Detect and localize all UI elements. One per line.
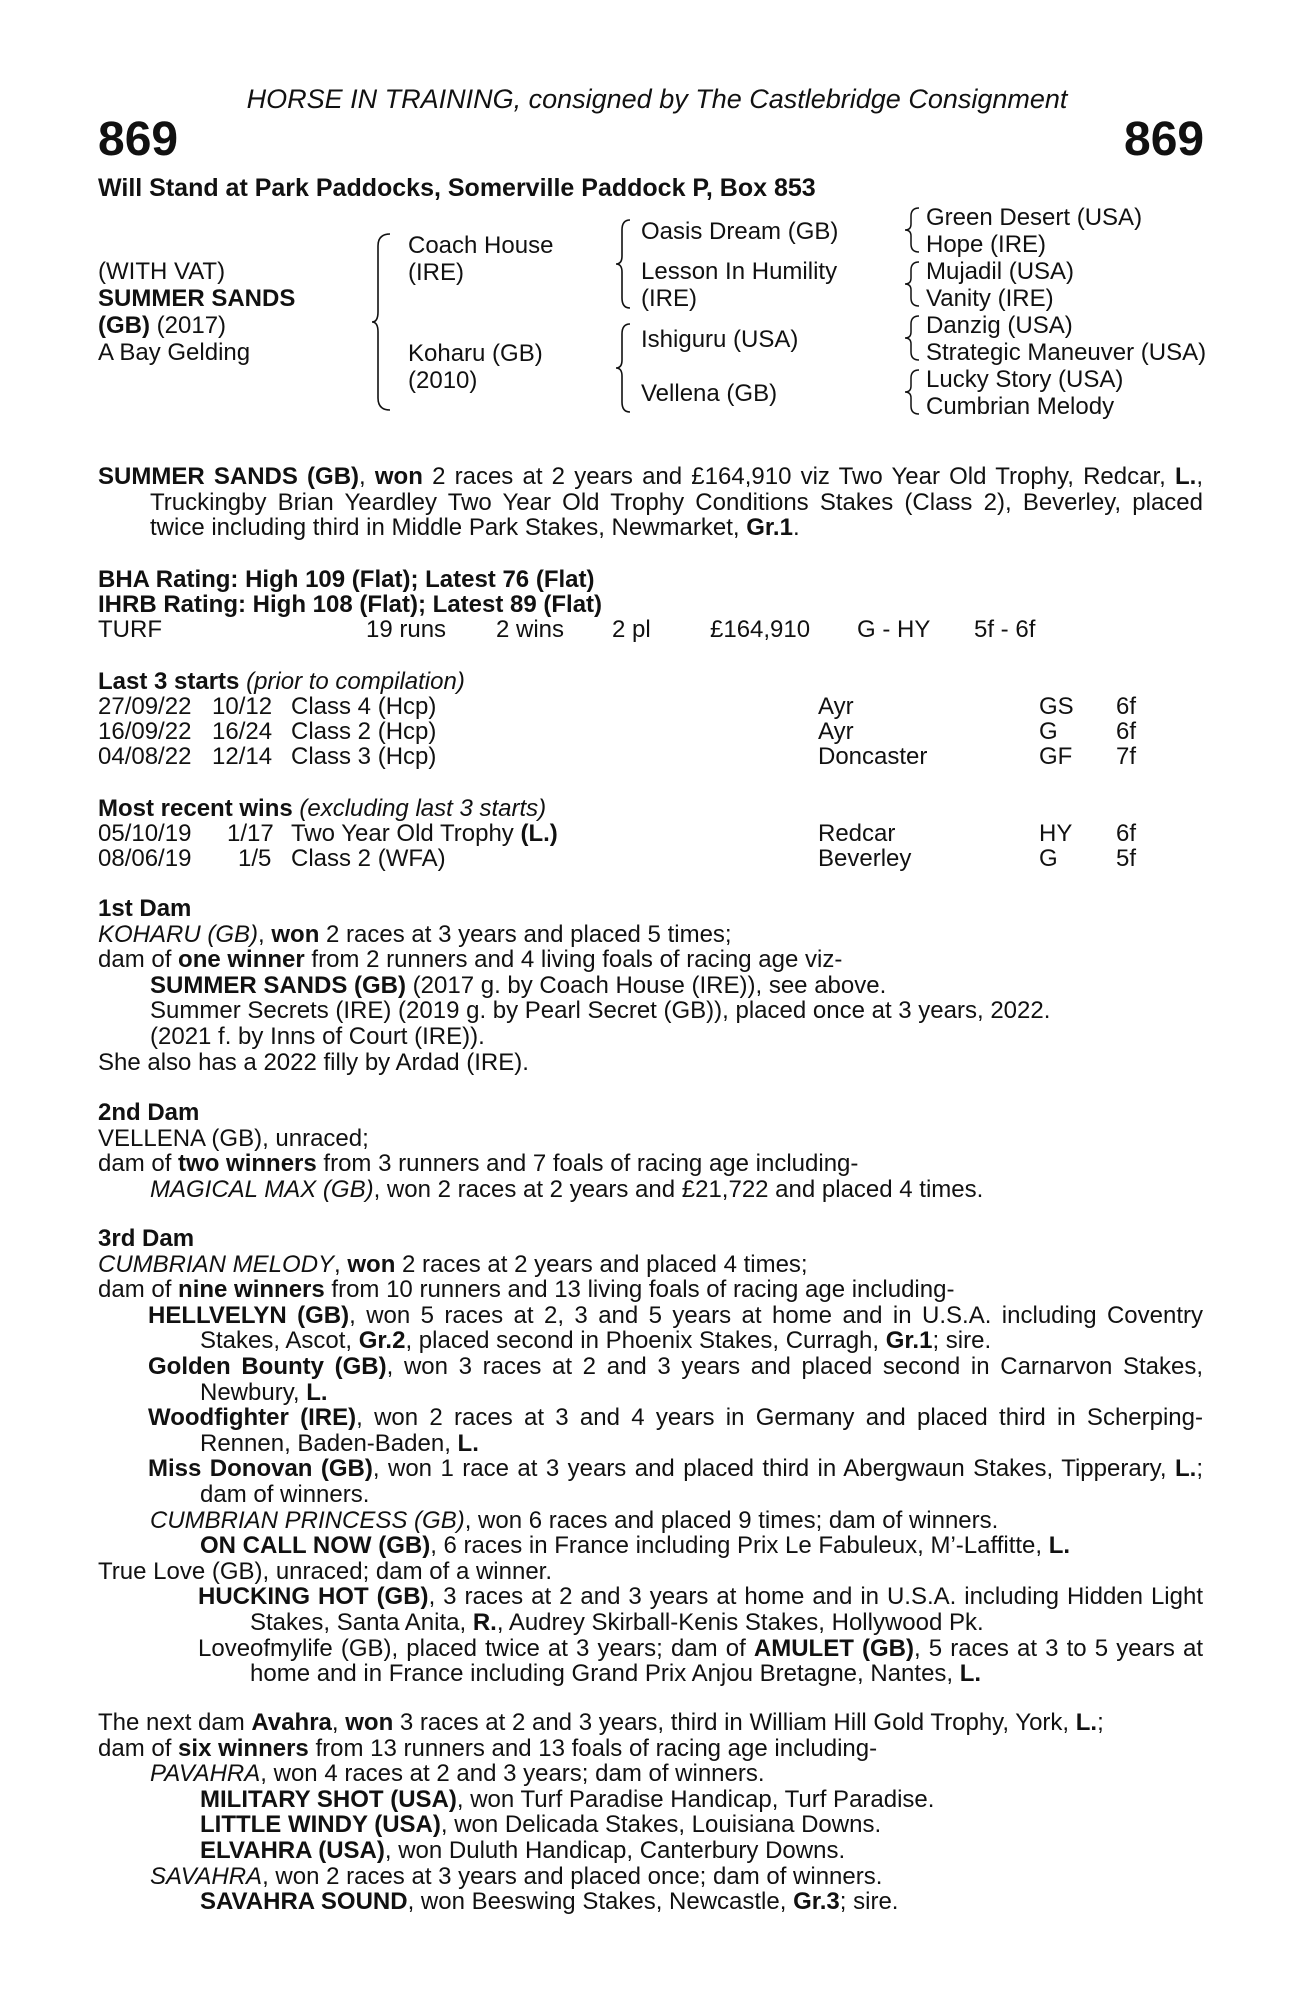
start-race: Class 4 (Hcp) (291, 693, 437, 720)
section-title: 1st Dam (98, 895, 192, 922)
bha-rating: BHA Rating: High 109 (Flat); Latest 76 (Flat) (98, 566, 595, 593)
start-course: Ayr (818, 693, 854, 720)
win-race: Two Year Old Trophy (L.) (291, 820, 558, 847)
first-dam-section: 1st Dam KOHARU (GB), won 2 races at 3 years and placed 5 times; dam of one winner from 2 runners and 4 living foals of racing age viz- SUMMER SANDS (GB) (2017 g. by Coach House (IRE)), see above. Summer Secrets (IRE) (2019 g. by Pearl Secret (GB)), placed once at 3 years, 2022. (2021 f. by Inns of Court (IRE)). She also has a 2022 filly by Ardad (IRE). (98, 896, 1203, 1075)
turf-going: G - HY (857, 616, 931, 643)
start-date: 27/09/22 (98, 693, 192, 720)
g3-ancestor: Hope (IRE) (926, 231, 1047, 258)
g3-ancestor: Cumbrian Melody (926, 393, 1115, 420)
subject-name: SUMMER SANDS (98, 285, 296, 312)
start-race: Class 2 (Hcp) (291, 718, 437, 745)
start-date: 16/09/22 (98, 718, 192, 745)
section-title: 2nd Dam (98, 1099, 200, 1126)
dam-sire: Ishiguru (USA) (641, 326, 799, 353)
turf-runs: 19 runs (366, 616, 447, 643)
start-course: Ayr (818, 718, 854, 745)
win-distance: 6f (1116, 820, 1137, 847)
sire-sire: Oasis Dream (GB) (641, 218, 839, 245)
recent-wins-title: Most recent wins (excluding last 3 starts) (98, 795, 547, 822)
subject-country: (GB) (98, 312, 150, 339)
pedigree-brace-main (372, 232, 392, 412)
next-dam-section: The next dam Avahra, won 3 races at 2 and 3 years, third in William Hill Gold Trophy, York, L.; dam of six winners from 13 runners and 13 foals of racing age including- PAVAHRA, won 4 races at 2 and 3 years; dam of winners. MILITARY SHOT (USA), won Turf Paradise Handicap, Turf Paradise. LITTLE WINDY (USA), won Delicada Stakes, Louisiana Downs. ELVAHRA (USA), won Duluth Handicap, Canterbury Downs. SAVAHRA, won 2 races at 3 years and placed once; dam of winners. SAVAHRA SOUND, won Beeswing Stakes, Newcastle, Gr.3; sire. (98, 1709, 1104, 1916)
lot-number-left: 869 (98, 113, 179, 166)
race-summary: SUMMER SANDS (GB), won 2 races at 2 years and £164,910 viz Two Year Old Trophy, Redcar, L., Truckingby Brian Yeardley Two Year Old Trophy Conditions Stakes (Class 2), Beverley, placed twice including third in Middle Park Stakes, Newmarket, Gr.1. (98, 463, 1203, 542)
start-going: GS (1039, 693, 1074, 720)
start-distance: 7f (1116, 743, 1137, 770)
win-going: HY (1039, 820, 1073, 847)
pedigree-brace-dam (616, 322, 632, 414)
g3-ancestor: Lucky Story (USA) (926, 366, 1124, 393)
brace-g3-3 (905, 314, 921, 362)
subject-year: (2017) (149, 312, 227, 339)
start-race: Class 3 (Hcp) (291, 743, 437, 770)
turf-label: TURF (98, 616, 162, 643)
start-date: 04/08/22 (98, 743, 192, 770)
third-dam-section: 3rd Dam CUMBRIAN MELODY, won 2 races at 2 years and placed 4 times; dam of nine winners from 10 runners and 13 living foals of racing age including- HELLVELYN (GB), won 5 races at 2, 3 and 5 years at home and in U.S.A. including Coventry Stakes, Ascot, Gr.2, placed second in Phoenix Stakes, Curragh, Gr.1; sire. Golden Bounty (GB), won 3 races at 2 and 3 years and placed second in Carnarvon Stakes, Newbury, L. Woodfighter (IRE), won 2 races at 3 and 4 years in Germany and placed third in Scherping-Rennen, Baden-Baden, L. Miss Donovan (GB), won 1 race at 3 years and placed third in Abergwaun Stakes, Tipperary, L.; dam of winners. CUMBRIAN PRINCESS (GB), won 6 races and placed 9 times; dam of winners. ON CALL NOW (GB), 6 races in France including Prix Le Fabuleux, M’-Laffitte, L. True Love (GB), unraced; dam of a winner. HUCKING HOT (GB), 3 races at 2 and 3 years at home and in U.S.A. including Hidden Light Stakes, Santa Anita, R., Audrey Skirball-Kenis Stakes, Hollywood Pk. Loveofmylife (GB), placed twice at 3 years; dam of AMULET (GB), 5 races at 3 to 5 years at home and in France including Grand Prix Anjou Bretagne, Nantes, L. (98, 1225, 1204, 1688)
win-race: Class 2 (WFA) (291, 845, 446, 872)
page-header-title: HORSE IN TRAINING, consigned by The Castlebridge Consignment (246, 84, 1068, 114)
turf-earnings: £164,910 (710, 616, 811, 643)
win-date: 05/10/19 (98, 820, 192, 847)
g3-ancestor: Mujadil (USA) (926, 258, 1075, 285)
start-course: Doncaster (818, 743, 928, 770)
win-position: 1/5 (238, 845, 272, 872)
turf-distance: 5f - 6f (974, 616, 1036, 643)
pedigree-brace-sire (616, 218, 632, 310)
sire-dam: Lesson In Humility (IRE) (641, 258, 838, 312)
start-distance: 6f (1116, 718, 1137, 745)
win-course: Redcar (818, 820, 896, 847)
second-dam-section: 2nd Dam VELLENA (GB), unraced; dam of two winners from 3 runners and 7 foals of racing age including- MAGICAL MAX (GB), won 2 races at 2 years and £21,722 and placed 4 times. (98, 1100, 1203, 1202)
start-position: 10/12 (212, 693, 273, 720)
g3-ancestor: Green Desert (USA) (926, 204, 1143, 231)
start-position: 16/24 (212, 718, 273, 745)
start-going: G (1039, 718, 1058, 745)
g3-ancestor: Danzig (USA) (926, 312, 1073, 339)
turf-placed: 2 pl (612, 616, 651, 643)
g3-ancestor: Vanity (IRE) (926, 285, 1054, 312)
start-position: 12/14 (212, 743, 273, 770)
win-going: G (1039, 845, 1058, 872)
last-starts-title: Last 3 starts (prior to compilation) (98, 668, 465, 695)
subject-block (98, 258, 295, 366)
sire-name: Coach House (IRE) (408, 232, 554, 286)
g3-ancestor: Strategic Maneuver (USA) (926, 339, 1207, 366)
win-position: 1/17 (227, 820, 274, 847)
win-date: 08/06/19 (98, 845, 192, 872)
stand-location: Will Stand at Park Paddocks, Somerville Paddock P, Box 853 (98, 174, 816, 202)
section-title: 3rd Dam (98, 1225, 195, 1252)
brace-g3-1 (905, 206, 921, 254)
start-going: GF (1039, 743, 1073, 770)
subject-description: A Bay Gelding (98, 339, 251, 366)
start-distance: 6f (1116, 693, 1137, 720)
dam-dam: Vellena (GB) (641, 380, 778, 407)
dam-name: Koharu (GB) (2010) (408, 340, 543, 394)
win-distance: 5f (1116, 845, 1137, 872)
ihrb-rating: IHRB Rating: High 108 (Flat); Latest 89 (Flat) (98, 591, 603, 618)
brace-g3-4 (905, 368, 921, 416)
win-course: Beverley (818, 845, 912, 872)
vat-label: (WITH VAT) (98, 258, 226, 285)
lot-number-right: 869 (1124, 113, 1205, 166)
brace-g3-2 (905, 260, 921, 308)
turf-wins: 2 wins (496, 616, 565, 643)
